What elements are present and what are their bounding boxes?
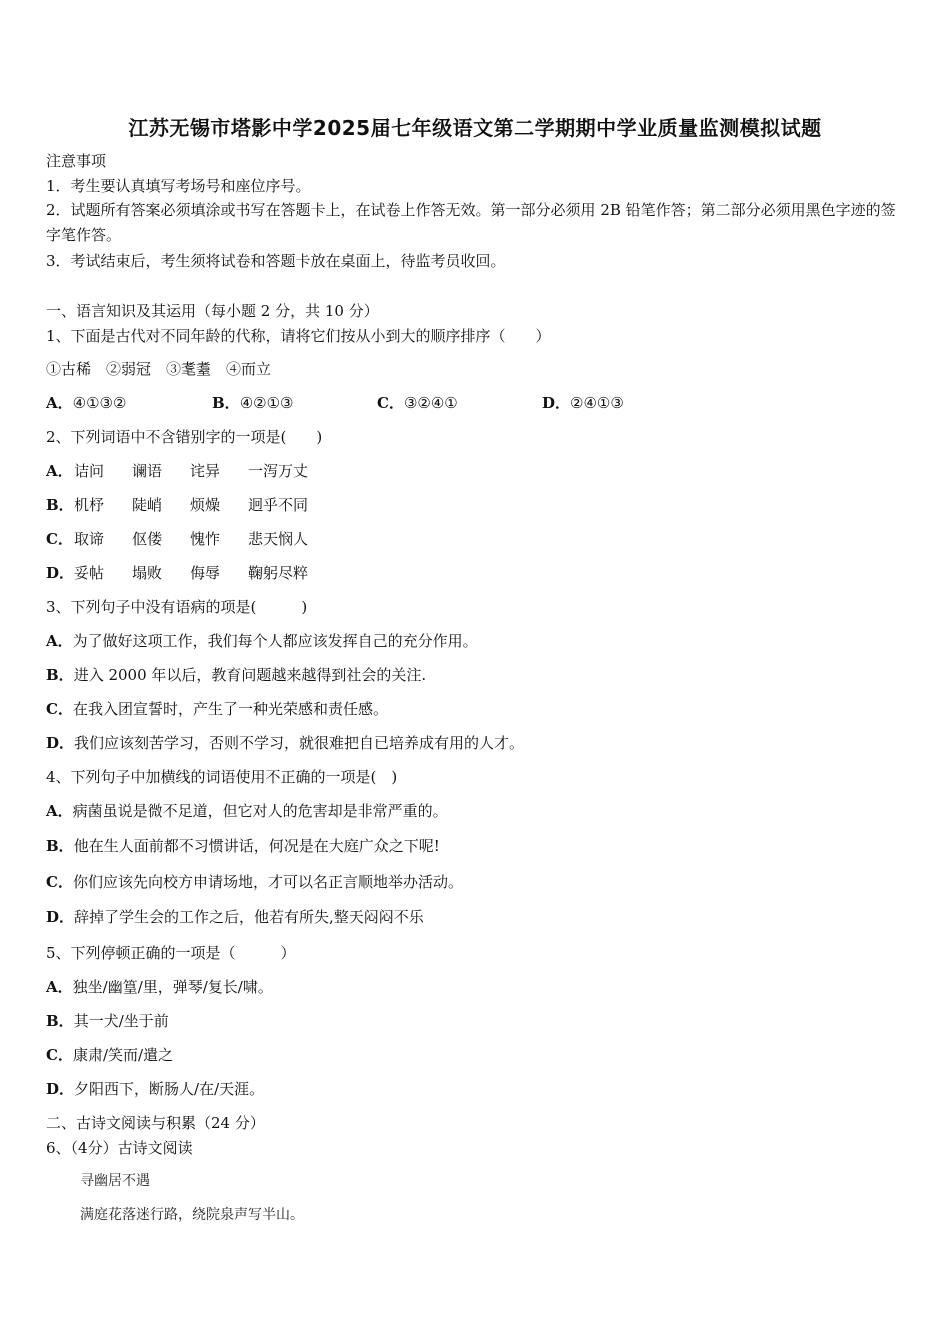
- word: 迥乎不同: [248, 496, 309, 514]
- word: 愧怍: [190, 530, 221, 548]
- word: 谰语: [132, 462, 163, 480]
- option-label: D．: [46, 908, 75, 926]
- notice-item-2: 2．试题所有答案必须填涂或书写在答题卡上，在试卷上作答无效。第一部分必须用 2B 铅笔作答；第二部分必须用黑色字迹的签字笔作答。: [46, 201, 896, 244]
- q1-option-a: [46, 392, 126, 414]
- option-text: 为了做好这项工作，我们每个人都应该发挥自己的充分作用。: [72, 632, 478, 650]
- word: 悲天悯人: [248, 530, 309, 548]
- option-text: 我们应该刻苦学习，否则不学习，就很难把自已培养成有用的人才。: [74, 734, 525, 752]
- option-label: D．: [46, 564, 75, 582]
- word: 伛偻: [132, 530, 163, 548]
- page-title: 江苏无锡市塔影中学2025届七年级语文第二学期期中学业质量监测模拟试题: [128, 116, 822, 140]
- option-text: 独坐/幽篁/里，弹琴/复长/啸。: [72, 978, 273, 996]
- option-label: C．: [46, 1046, 73, 1064]
- option-text: 他在生人面前都不习惯讲话，何况是在大庭广众之下呢!: [73, 837, 440, 855]
- q2-option-b: [46, 494, 308, 516]
- option-text: 你们应该先向校方申请场地，才可以名正言顺地举办活动。: [72, 873, 463, 891]
- option-label: D．: [46, 1080, 75, 1098]
- q4-option-c: [46, 871, 463, 893]
- q5-option-d: [46, 1078, 264, 1100]
- option-label: A．: [46, 802, 73, 820]
- q3-option-d: [46, 732, 524, 754]
- notice-heading: 注意事项: [46, 152, 107, 170]
- q4-option-a: [46, 800, 448, 822]
- option-label: B．: [46, 496, 74, 514]
- q6-stem: 6、（4分）古诗文阅读: [46, 1139, 193, 1157]
- word: 妥帖: [74, 564, 105, 582]
- option-text: ④②①③: [239, 394, 294, 412]
- word: 侮辱: [190, 564, 221, 582]
- q2-stem: 2、下列词语中不含错别字的一项是( ): [46, 428, 323, 446]
- q2-option-a: [46, 460, 308, 482]
- q3-stem: 3、下列句子中没有语病的项是( ): [46, 598, 308, 616]
- option-text: 在我入团宣誓时，产生了一种光荣感和责任感。: [72, 700, 388, 718]
- option-label: A．: [46, 978, 73, 996]
- option-text: 辞掉了学生会的工作之后，他若有所失,整天闷闷不乐: [74, 908, 424, 926]
- section2-heading: 二、古诗文阅读与积累（24 分）: [46, 1114, 265, 1132]
- q1-items: ①古稀 ②弱冠 ③耄耋 ④而立: [46, 360, 272, 378]
- poem-line-1: 满庭花落迷行路，绕院泉声写半山。: [80, 1207, 304, 1223]
- option-text: 病菌虽说是微不足道，但它对人的危害却是非常严重的。: [72, 802, 448, 820]
- option-label: A．: [46, 632, 73, 650]
- q1-option-b: [212, 392, 293, 414]
- option-text: 夕阳西下，断肠人/在/天涯。: [74, 1080, 265, 1098]
- word: 一泻万丈: [248, 462, 309, 480]
- section1-heading: 一、语言知识及其运用（每小题 2 分，共 10 分）: [46, 302, 379, 320]
- poem-title: 寻幽居不遇: [80, 1173, 150, 1189]
- word: 诘问: [74, 462, 105, 480]
- option-label: A．: [46, 462, 73, 480]
- q3-option-a: [46, 630, 478, 652]
- option-label: C．: [46, 873, 73, 891]
- word: 机杼: [74, 496, 105, 514]
- option-text: ②④①③: [570, 394, 624, 412]
- option-text: 康肃/笑而/遣之: [72, 1046, 174, 1064]
- q2-option-c: [46, 528, 308, 550]
- q5-option-b: [46, 1010, 169, 1032]
- q4-stem: 4、下列句子中加横线的词语使用不正确的一项是( ): [46, 768, 398, 786]
- word: 烦燥: [190, 496, 221, 514]
- option-label: D．: [46, 734, 75, 752]
- option-label: B．: [46, 666, 74, 684]
- option-label: B．: [46, 837, 74, 855]
- word: 取谛: [74, 530, 105, 548]
- option-text: 其一犬/坐于前: [73, 1012, 169, 1030]
- word: 塌败: [132, 564, 163, 582]
- q5-option-c: [46, 1044, 173, 1066]
- q1-option-d: [542, 392, 624, 414]
- q5-stem: 5、下列停顿正确的一项是（ ）: [46, 944, 296, 962]
- q1-options: [46, 392, 906, 414]
- q1-stem: 1、下面是古代对不同年龄的代称，请将它们按从小到大的顺序排序（ ）: [46, 327, 551, 345]
- option-label: C．: [46, 700, 73, 718]
- option-label: D．: [542, 394, 571, 412]
- option-label: C．: [46, 530, 73, 548]
- word: 鞠躬尽粹: [248, 564, 309, 582]
- q1-option-c: [377, 392, 458, 414]
- q4-option-d: [46, 906, 424, 928]
- option-text: ③②④①: [403, 394, 458, 412]
- option-label: B．: [46, 1012, 74, 1030]
- q4-option-b: [46, 835, 440, 857]
- option-label: A．: [46, 394, 73, 412]
- notice-item-3: 3．考试结束后，考生须将试卷和答题卡放在桌面上，待监考员收回。: [46, 252, 506, 270]
- option-text: ④①③②: [72, 394, 127, 412]
- notice-item-1: 1．考生要认真填写考场号和座位序号。: [46, 177, 311, 195]
- word: 诧异: [190, 462, 221, 480]
- option-label: B．: [212, 394, 240, 412]
- option-label: C．: [377, 394, 404, 412]
- word: 陡峭: [132, 496, 163, 514]
- option-text: 进入 2000 年以后，教育问题越来越得到社会的关注.: [73, 666, 427, 684]
- q2-option-d: [46, 562, 308, 584]
- q5-option-a: [46, 976, 273, 998]
- q3-option-b: [46, 664, 426, 686]
- q3-option-c: [46, 698, 388, 720]
